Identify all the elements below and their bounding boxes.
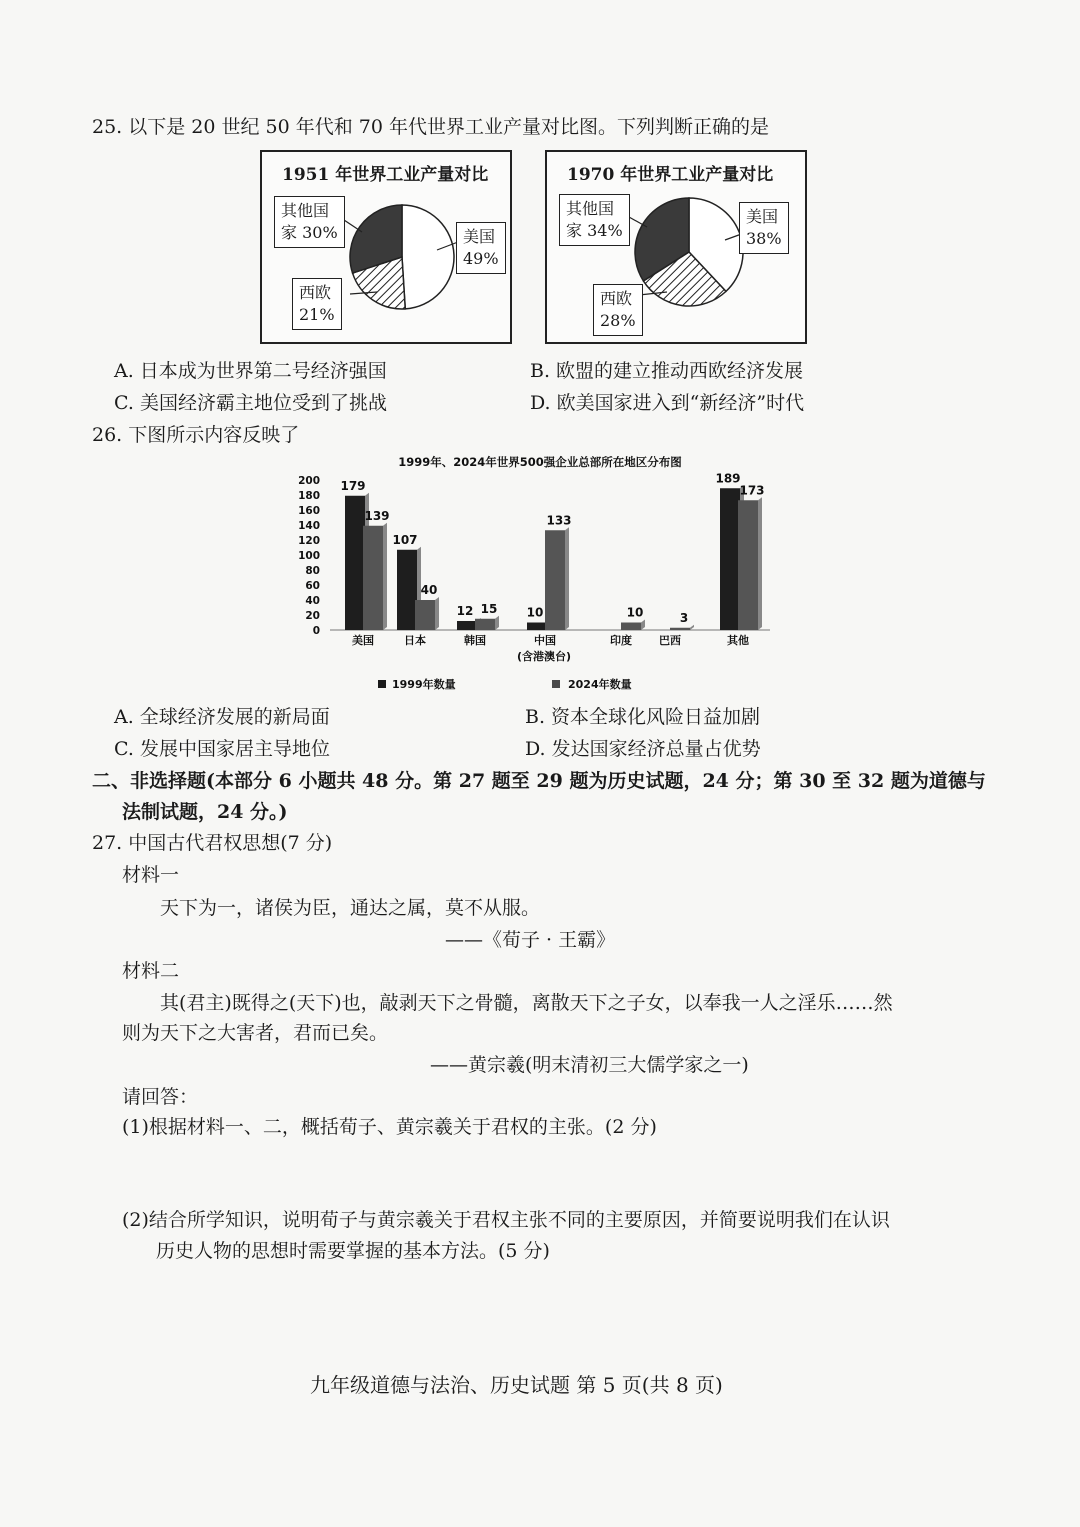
pie-label-usa: 美国 49%: [456, 222, 506, 274]
page-footer: 九年级道德与法治、历史试题 第 5 页(共 8 页): [310, 1373, 723, 1397]
sub-question-2: (2)结合所学知识，说明荀子与黄宗羲关于君权主张不同的主要原因，并简要说明我们在认识: [122, 1209, 890, 1231]
bar-side: [641, 620, 645, 631]
y-tick-label: 180: [298, 490, 320, 502]
bar-side: [758, 497, 762, 630]
bar-1999-2: [457, 621, 477, 630]
y-tick-label: 20: [305, 610, 320, 622]
y-tick-label: 40: [305, 595, 320, 607]
x-tick-label: 日本: [404, 634, 426, 647]
data-label: 10: [626, 605, 644, 620]
bar-1999-0: [345, 496, 365, 630]
bar-side: [495, 616, 499, 630]
q26-option-c: C. 发展中国家居主导地位: [114, 738, 330, 760]
pie-label-weu: 西欧 28%: [593, 284, 643, 336]
section2-heading: 二、非选择题(本部分 6 小题共 48 分。第 27 题至 29 题为历史试题，24 分；第 30 至 32 题为道德与: [92, 770, 986, 792]
data-label: 10: [526, 605, 544, 620]
q25-option-c: C. 美国经济霸主地位受到了挑战: [114, 392, 387, 414]
material-1-text: 天下为一，诸侯为臣，通达之属，莫不从服。: [160, 897, 541, 919]
data-label: 15: [480, 601, 498, 616]
material-2-label: 材料二: [122, 960, 180, 982]
category-note: (含港澳台): [516, 650, 572, 663]
x-tick-label: 其他: [727, 634, 749, 647]
data-label: 173: [739, 483, 765, 498]
q25-stem: 25. 以下是 20 世纪 50 年代和 70 年代世界工业产量对比图。下列判断正确的是: [92, 116, 770, 138]
q26-stem: 26. 下图所示内容反映了: [92, 424, 300, 446]
y-tick-label: 120: [298, 535, 320, 547]
material-1-source: ——《荀子 · 王霸》: [445, 929, 616, 951]
bar-2024-6: [738, 500, 758, 630]
q26-option-b: B. 资本全球化风险日益加剧: [525, 706, 761, 728]
q25-option-b: B. 欧盟的建立推动西欧经济发展: [530, 360, 804, 382]
pie-chart-1951: [260, 150, 512, 344]
bar-side: [690, 625, 694, 630]
y-tick-label: 100: [298, 550, 320, 562]
y-tick-label: 140: [298, 520, 320, 532]
data-label: 3: [679, 610, 689, 625]
material-1-label: 材料一: [122, 864, 180, 886]
bar-2024-4: [621, 623, 641, 631]
pie-title: 1951 年世界工业产量对比: [282, 165, 489, 185]
q25-option-a: A. 日本成为世界第二号经济强国: [114, 360, 387, 382]
material-2-text-cont: 则为天下之大害者，君而已矣。: [122, 1022, 389, 1044]
q26-option-a: A. 全球经济发展的新局面: [114, 706, 330, 728]
data-label: 189: [715, 471, 741, 486]
x-tick-label: 中国: [534, 634, 556, 647]
y-tick-label: 160: [298, 505, 320, 517]
sub-question-2-cont: 历史人物的思想时需要掌握的基本方法。(5 分): [156, 1240, 550, 1262]
data-label: 139: [364, 508, 390, 523]
bar-1999-1: [397, 550, 417, 630]
bar-side: [435, 597, 439, 630]
data-label: 12: [456, 604, 474, 618]
x-tick-label: 韩国: [464, 634, 486, 647]
sub-question-1: (1)根据材料一、二，概括荀子、黄宗羲关于君权的主张。(2 分): [122, 1116, 657, 1138]
x-tick-label: 巴西: [659, 634, 681, 647]
bar-2024-0: [363, 526, 383, 630]
legend-swatch-1999: [378, 680, 386, 688]
pie-title: 1970 年世界工业产量对比: [567, 165, 774, 185]
section2-heading-cont: 法制试题，24 分。): [122, 801, 288, 823]
answer-prompt: 请回答：: [122, 1086, 199, 1108]
bar-1999-6: [720, 488, 740, 630]
bar-2024-3: [545, 530, 565, 630]
data-label: 107: [392, 532, 418, 547]
bar-side: [565, 527, 569, 630]
pie-label-weu: 西欧 21%: [292, 278, 342, 330]
bar-chart-title: 1999年、2024年世界500强企业总部所在地区分布图: [398, 455, 682, 469]
y-tick-label: 200: [298, 475, 320, 487]
y-tick-label: 80: [305, 565, 320, 577]
legend-1999: 1999年数量: [392, 678, 456, 691]
bar-chart: [290, 452, 790, 702]
pie-slice-usa: [402, 205, 454, 309]
q25-option-d: D. 欧美国家进入到“新经济”时代: [530, 392, 805, 414]
y-tick-label: 0: [312, 625, 320, 637]
pie-chart-1970: [545, 150, 807, 344]
bar-1999-3: [527, 623, 547, 631]
bar-side: [383, 523, 387, 630]
x-tick-label: 印度: [610, 634, 632, 647]
y-tick-label: 60: [305, 580, 320, 592]
bar-2024-2: [475, 619, 495, 630]
pie-label-others: 其他国 家 34%: [559, 194, 630, 246]
legend-swatch-2024: [552, 680, 560, 688]
data-label: 133: [546, 513, 572, 528]
q26-option-d: D. 发达国家经济总量占优势: [525, 738, 761, 760]
bar-2024-5: [670, 628, 690, 630]
x-tick-label: 美国: [352, 634, 374, 647]
pie-label-usa: 美国 38%: [739, 202, 789, 254]
material-2-text: 其(君主)既得之(天下)也，敲剥天下之骨髓，离散天下之子女，以奉我一人之淫乐……然: [160, 992, 893, 1014]
pie-label-others: 其他国 家 30%: [274, 196, 345, 248]
legend-2024: 2024年数量: [568, 678, 632, 691]
bar-2024-1: [415, 600, 435, 630]
data-label: 40: [420, 583, 438, 597]
q27-stem: 27. 中国古代君权思想(7 分): [92, 832, 333, 854]
material-2-source: ——黄宗羲(明末清初三大儒学家之一): [430, 1054, 749, 1076]
data-label: 179: [340, 478, 366, 493]
